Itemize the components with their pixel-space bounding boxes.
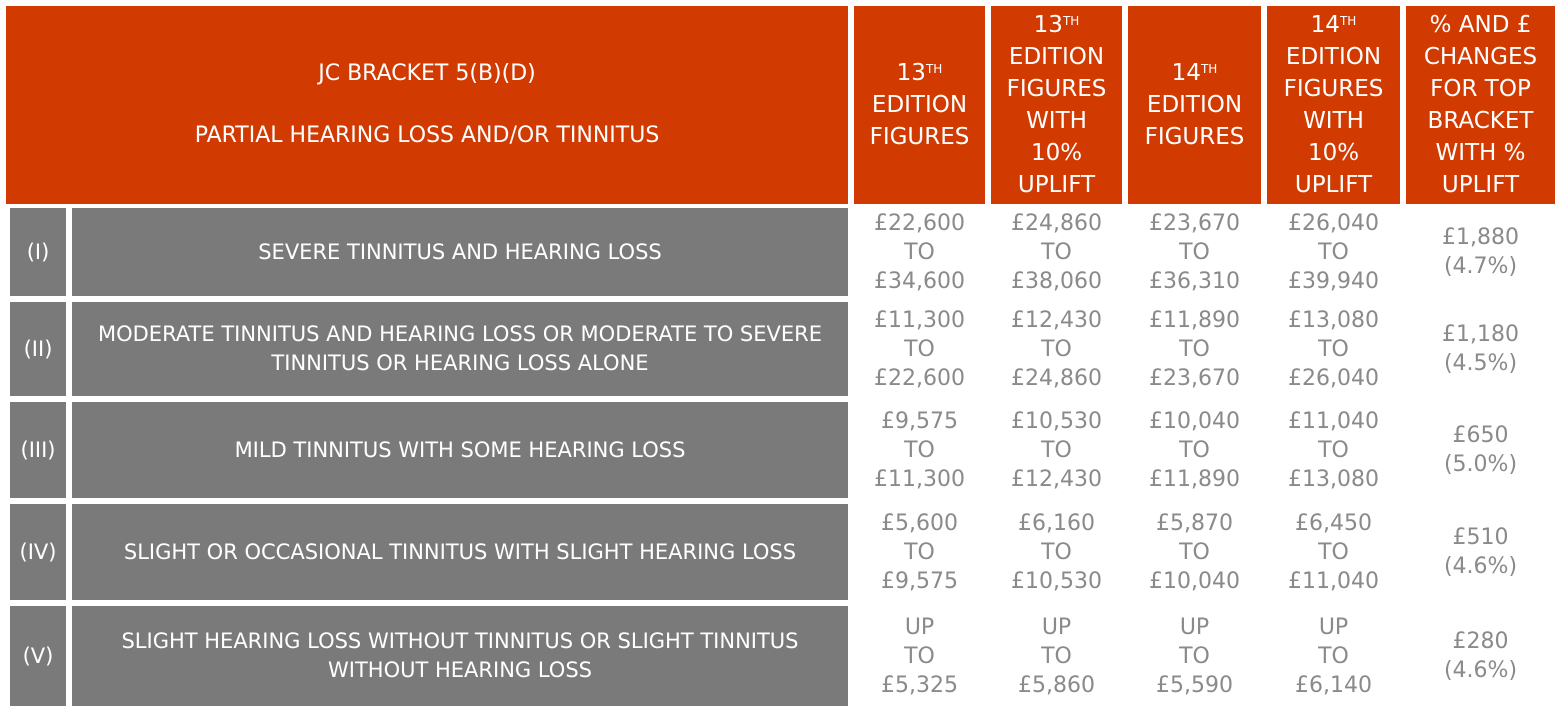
compensation-table	[6, 6, 1555, 710]
value-cell-13th-uplift	[991, 302, 1122, 396]
header-col-14th	[1128, 6, 1261, 204]
col5-line: BRACKET	[1427, 108, 1534, 134]
col4-line: 10%	[1307, 140, 1360, 166]
col4-sup: TH	[1339, 14, 1357, 28]
value-cell-14th-uplift	[1267, 208, 1400, 296]
col2-line: FIGURES	[1006, 76, 1107, 102]
value-upper: £10,040	[1149, 568, 1240, 594]
value-from: £11,040	[1288, 408, 1379, 434]
value-cell-14th	[1128, 504, 1261, 600]
header-col-13th-uplift	[991, 6, 1122, 204]
col3-line: FIGURES	[1144, 124, 1245, 150]
row-description: SLIGHT HEARING LOSS WITHOUT TINNITUS OR SLIGHT TINNITUS WITHOUT HEARING LOSS	[72, 606, 848, 706]
table-title: JC BRACKET 5(B)(D)	[318, 61, 536, 86]
change-percent: (4.5%)	[1443, 351, 1518, 376]
value-from: £11,300	[874, 307, 965, 333]
col4-line: EDITION	[1285, 44, 1382, 70]
value-to: TO	[1318, 539, 1349, 565]
value-to: TO	[1041, 643, 1072, 669]
col4-line: WITH	[1303, 108, 1364, 134]
change-percent: (4.6%)	[1443, 658, 1518, 683]
value-from: £23,670	[1149, 210, 1240, 236]
value-cell-13th-uplift	[991, 208, 1122, 296]
value-cell-13th	[854, 606, 985, 706]
row-description: SEVERE TINNITUS AND HEARING LOSS	[72, 208, 848, 296]
header-title-cell	[6, 6, 848, 204]
change-cell	[1406, 302, 1555, 396]
col4-line: FIGURES	[1283, 76, 1384, 102]
change-percent: (5.0%)	[1443, 452, 1518, 477]
change-cell	[1406, 208, 1555, 296]
value-cell-14th-uplift	[1267, 302, 1400, 396]
value-from: UP	[1179, 614, 1210, 640]
value-from: £10,530	[1011, 408, 1102, 434]
value-from: UP	[904, 614, 935, 640]
value-cell-13th-uplift	[991, 606, 1122, 706]
value-from: £6,450	[1295, 510, 1372, 536]
value-upper: £5,325	[881, 672, 958, 698]
header-col-change	[1406, 6, 1555, 204]
value-to: TO	[1318, 239, 1349, 265]
value-from: £9,575	[881, 408, 958, 434]
row-label: (III)	[10, 402, 66, 498]
col5-line: WITH %	[1435, 140, 1526, 166]
value-from: £22,600	[874, 210, 965, 236]
value-to: TO	[1318, 437, 1349, 463]
value-cell-13th	[854, 402, 985, 498]
col5-line: UPLIFT	[1441, 172, 1520, 198]
change-amount: £1,880	[1442, 225, 1519, 250]
change-percent: (4.7%)	[1443, 254, 1518, 279]
value-upper: £11,890	[1149, 466, 1240, 492]
value-from: £5,870	[1156, 510, 1233, 536]
change-cell	[1406, 402, 1555, 498]
value-to: TO	[1318, 336, 1349, 362]
value-cell-13th	[854, 208, 985, 296]
value-to: TO	[1179, 437, 1210, 463]
value-to: TO	[1041, 437, 1072, 463]
row-description: SLIGHT OR OCCASIONAL TINNITUS WITH SLIGHT HEARING LOSS	[72, 504, 848, 600]
value-from: £6,160	[1018, 510, 1095, 536]
col1-sup: TH	[925, 62, 943, 76]
table-subtitle: PARTIAL HEARING LOSS AND/OR TINNITUS	[194, 123, 660, 148]
value-cell-14th	[1128, 208, 1261, 296]
value-to: TO	[1179, 643, 1210, 669]
value-upper: £9,575	[881, 568, 958, 594]
col5-line: FOR TOP	[1430, 76, 1531, 102]
col2-line: EDITION	[1008, 44, 1105, 70]
value-from: £26,040	[1288, 210, 1379, 236]
value-upper: £12,430	[1011, 466, 1102, 492]
col2-line: 10%	[1030, 140, 1083, 166]
value-from: £5,600	[881, 510, 958, 536]
value-to: TO	[1179, 239, 1210, 265]
value-from: UP	[1318, 614, 1349, 640]
col5-line: CHANGES	[1423, 44, 1538, 70]
change-amount: £280	[1452, 629, 1509, 654]
value-cell-14th	[1128, 302, 1261, 396]
col1-num: 13	[896, 60, 926, 86]
change-cell	[1406, 504, 1555, 600]
row-label: (I)	[10, 208, 66, 296]
col4-line: UPLIFT	[1294, 172, 1373, 198]
value-upper: £36,310	[1149, 268, 1240, 294]
value-from: £11,890	[1149, 307, 1240, 333]
value-upper: £6,140	[1295, 672, 1372, 698]
value-to: TO	[1179, 336, 1210, 362]
value-upper: £11,040	[1288, 568, 1379, 594]
value-cell-13th-uplift	[991, 402, 1122, 498]
col3-line: EDITION	[1146, 92, 1243, 118]
value-cell-13th-uplift	[991, 504, 1122, 600]
col1-line: EDITION	[871, 92, 968, 118]
value-upper: £23,670	[1149, 365, 1240, 391]
value-from: UP	[1041, 614, 1072, 640]
value-to: TO	[904, 437, 935, 463]
value-upper: £38,060	[1011, 268, 1102, 294]
value-to: TO	[1179, 539, 1210, 565]
value-upper: £11,300	[874, 466, 965, 492]
value-from: £13,080	[1288, 307, 1379, 333]
value-upper: £13,080	[1288, 466, 1379, 492]
value-from: £12,430	[1011, 307, 1102, 333]
change-amount: £510	[1452, 525, 1509, 550]
row-label: (IV)	[10, 504, 66, 600]
value-upper: £34,600	[874, 268, 965, 294]
col2-line: WITH	[1026, 108, 1087, 134]
value-cell-13th	[854, 504, 985, 600]
col3-num: 14	[1171, 60, 1201, 86]
value-cell-14th	[1128, 606, 1261, 706]
value-to: TO	[904, 336, 935, 362]
value-cell-14th-uplift	[1267, 606, 1400, 706]
col1-line: FIGURES	[869, 124, 970, 150]
value-to: TO	[904, 239, 935, 265]
value-to: TO	[1041, 239, 1072, 265]
value-upper: £24,860	[1011, 365, 1102, 391]
col4-num: 14	[1310, 12, 1340, 38]
value-cell-14th	[1128, 402, 1261, 498]
row-label: (II)	[10, 302, 66, 396]
value-to: TO	[904, 539, 935, 565]
change-percent: (4.6%)	[1443, 554, 1518, 579]
value-upper: £22,600	[874, 365, 965, 391]
value-upper: £39,940	[1288, 268, 1379, 294]
value-upper: £5,860	[1018, 672, 1095, 698]
value-to: TO	[1041, 336, 1072, 362]
value-to: TO	[1318, 643, 1349, 669]
value-cell-14th-uplift	[1267, 504, 1400, 600]
col5-line: % AND £	[1429, 12, 1532, 38]
row-description: MILD TINNITUS WITH SOME HEARING LOSS	[72, 402, 848, 498]
value-upper: £5,590	[1156, 672, 1233, 698]
value-from: £10,040	[1149, 408, 1240, 434]
row-label: (V)	[10, 606, 66, 706]
col3-sup: TH	[1200, 62, 1218, 76]
header-col-14th-uplift	[1267, 6, 1400, 204]
value-cell-14th-uplift	[1267, 402, 1400, 498]
col2-line: UPLIFT	[1017, 172, 1096, 198]
col2-sup: TH	[1062, 14, 1080, 28]
change-amount: £1,180	[1442, 322, 1519, 347]
row-description: MODERATE TINNITUS AND HEARING LOSS OR MODERATE TO SEVERE TINNITUS OR HEARING LOSS ALONE	[72, 302, 848, 396]
col2-num: 13	[1033, 12, 1063, 38]
value-upper: £26,040	[1288, 365, 1379, 391]
value-cell-13th	[854, 302, 985, 396]
value-to: TO	[1041, 539, 1072, 565]
value-from: £24,860	[1011, 210, 1102, 236]
header-col-13th	[854, 6, 985, 204]
change-cell	[1406, 606, 1555, 706]
change-amount: £650	[1452, 423, 1509, 448]
value-to: TO	[904, 643, 935, 669]
value-upper: £10,530	[1011, 568, 1102, 594]
